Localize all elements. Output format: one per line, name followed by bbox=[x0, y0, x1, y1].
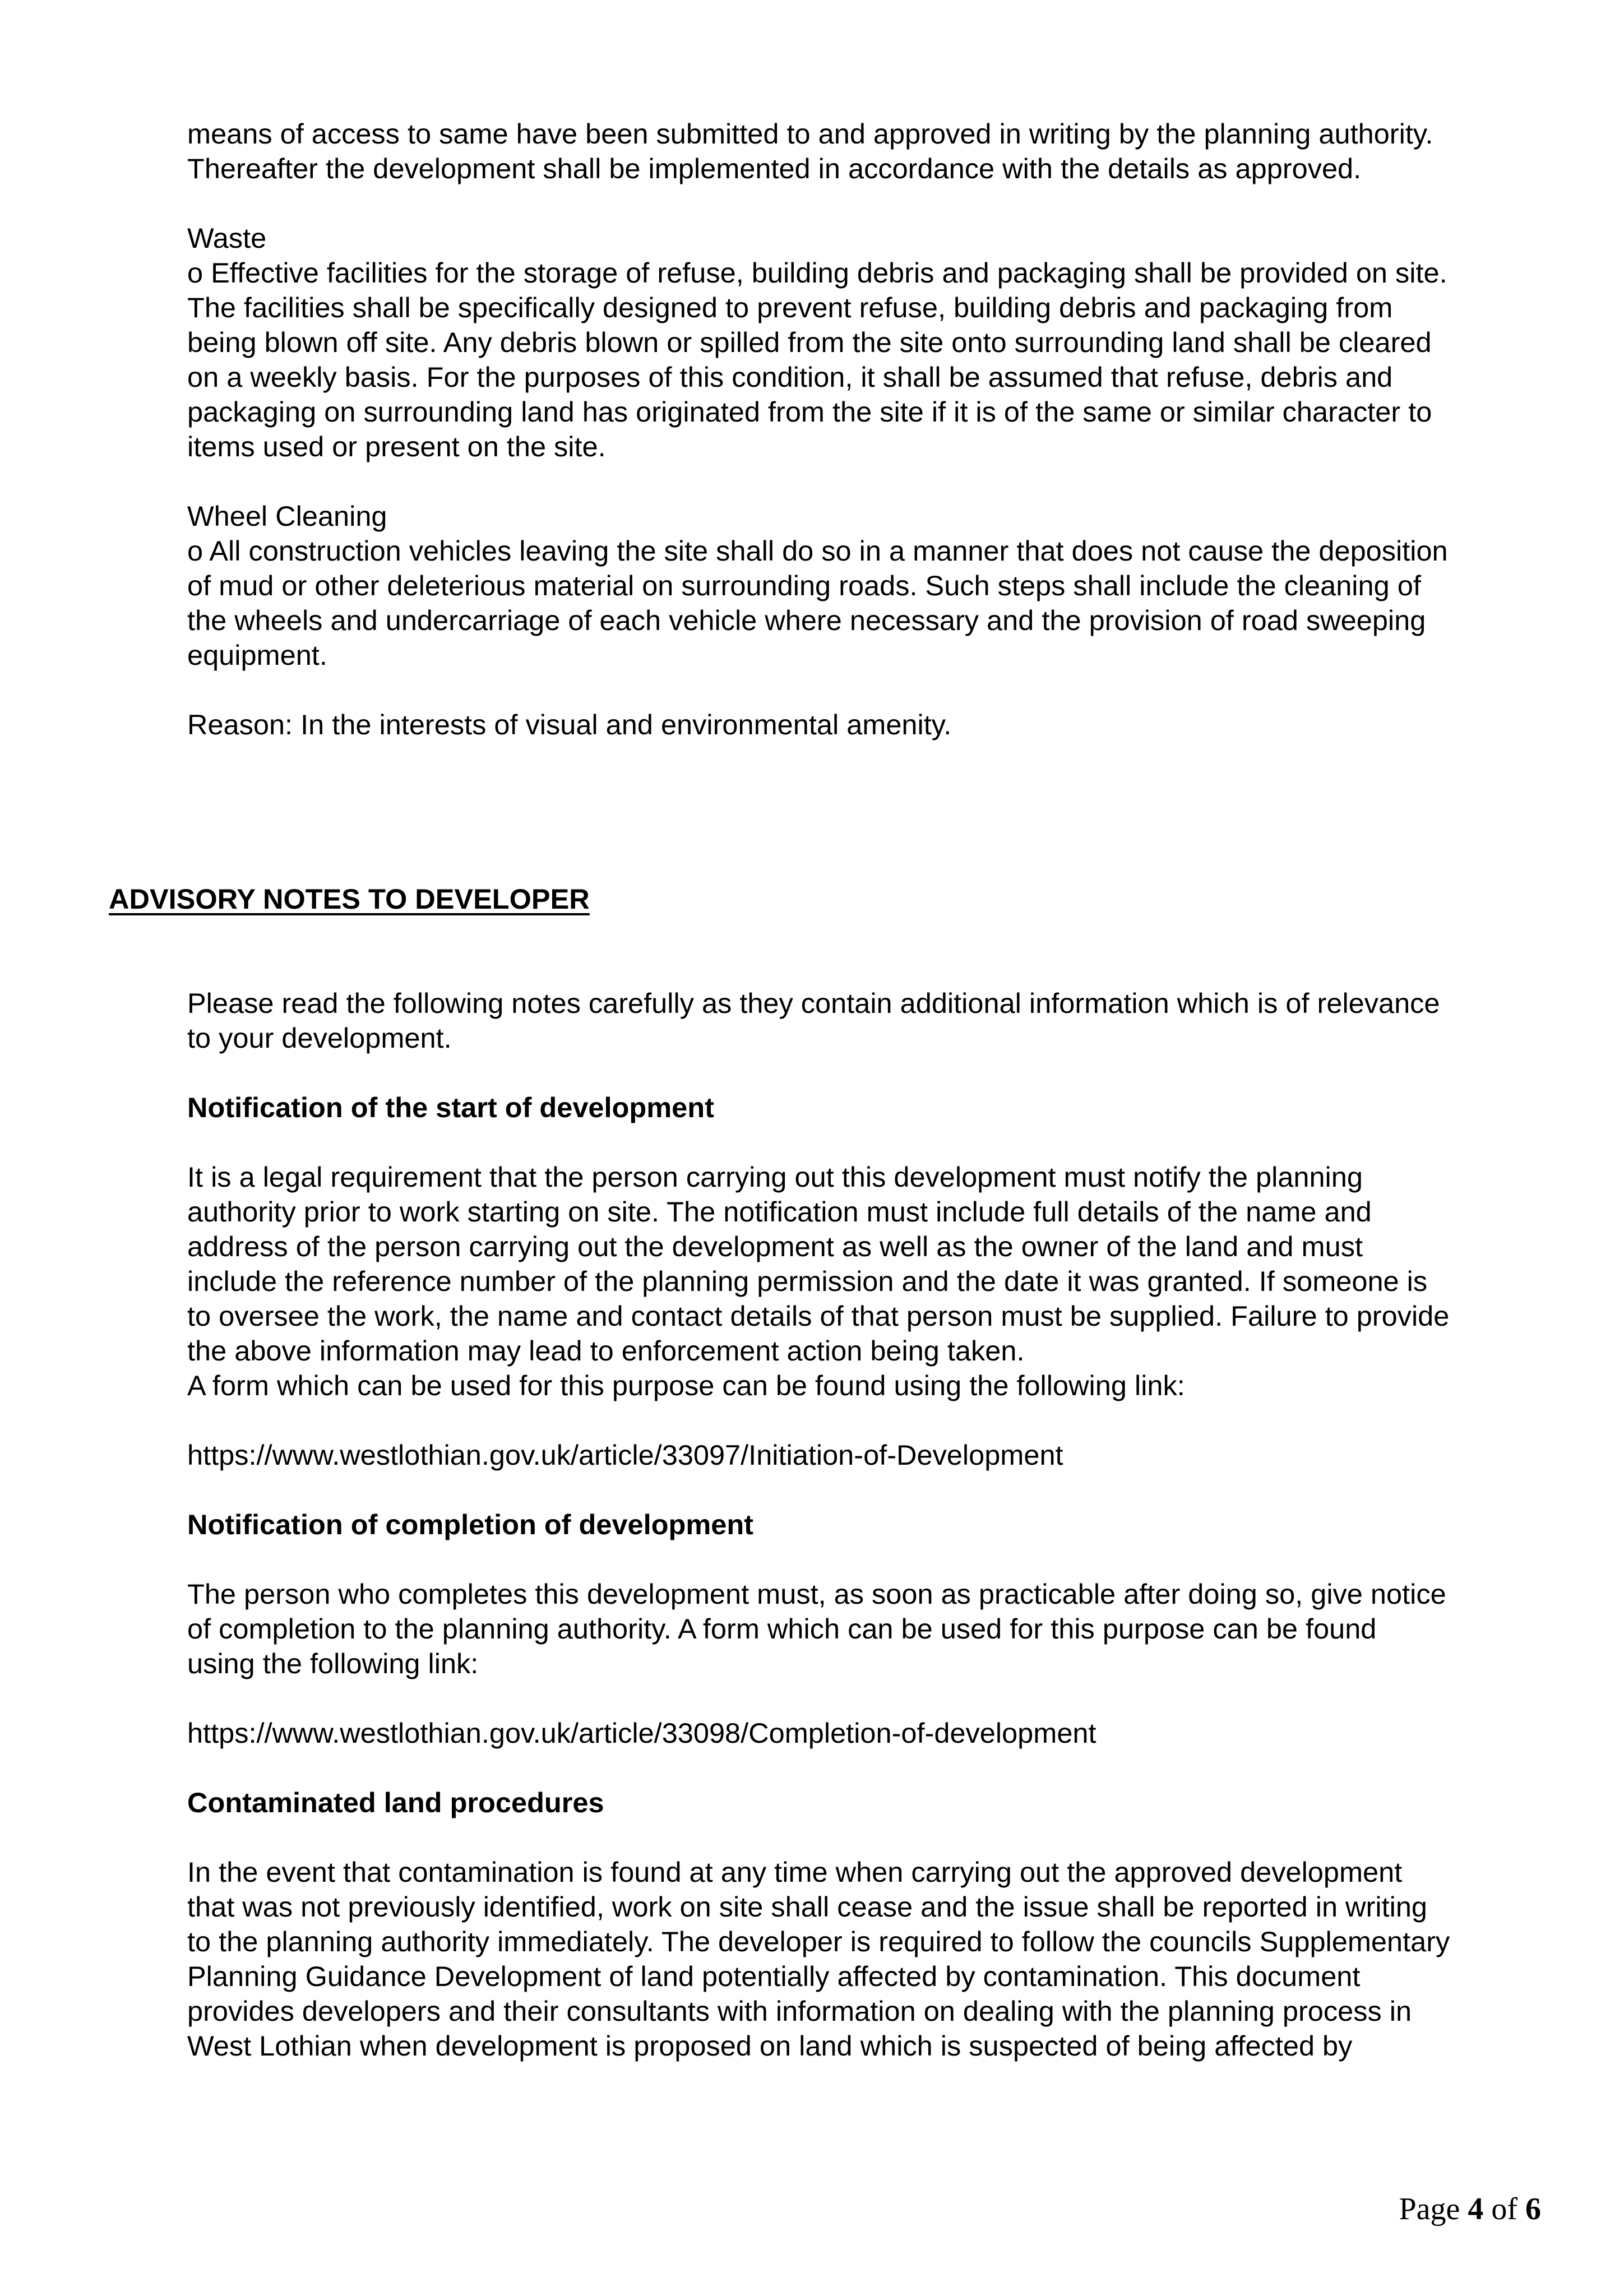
start-link-text[interactable]: https://www.westlothian.gov.uk/article/33097/Initiation-of-Development bbox=[187, 1439, 1063, 1471]
start-heading-text: Notification of the start of development bbox=[187, 1091, 714, 1123]
intro-line: means of access to same have been submitted to and approved in writing by the planning authority. bbox=[187, 118, 1433, 150]
contaminated-line: that was not previously identified, work on site shall cease and the issue shall be reported in writing bbox=[187, 1891, 1427, 1923]
advisory-intro-line: Please read the following notes carefully as they contain additional information which is of relevance bbox=[187, 987, 1440, 1019]
start-line: It is a legal requirement that the person carrying out this development must notify the planning bbox=[187, 1161, 1363, 1193]
contaminated-heading bbox=[187, 1785, 1555, 1820]
contaminated-line: West Lothian when development is proposed on land which is suspected of being affected by bbox=[187, 2030, 1353, 2062]
waste-line: The facilities shall be specifically designed to prevent refuse, building debris and packaging from bbox=[187, 291, 1393, 323]
start-form-line: A form which can be used for this purpose can be found using the following link: bbox=[187, 1369, 1185, 1401]
completion-paragraph bbox=[187, 1577, 1555, 1681]
start-line: address of the person carrying out the development as well as the owner of the land and must bbox=[187, 1230, 1363, 1262]
contaminated-line: In the event that contamination is found at any time when carrying out the approved development bbox=[187, 1856, 1403, 1888]
waste-title: Waste bbox=[187, 222, 267, 254]
page-number bbox=[1399, 2191, 1541, 2228]
contaminated-line: provides developers and their consultants with information on dealing with the planning process in bbox=[187, 1995, 1412, 2027]
page-word: Page bbox=[1399, 2192, 1460, 2226]
waste-line: o Effective facilities for the storage of refuse, building debris and packaging shall be provided on site. bbox=[187, 257, 1447, 289]
completion-link[interactable] bbox=[187, 1716, 1555, 1751]
start-line: the above information may lead to enforcement action being taken. bbox=[187, 1335, 1025, 1367]
wheel-cleaning-line: of mud or other deleterious material on surrounding roads. Such steps shall include the cleaning of bbox=[187, 570, 1421, 601]
advisory-intro-line: to your development. bbox=[187, 1022, 452, 1054]
completion-line: using the following link: bbox=[187, 1647, 479, 1679]
wheel-cleaning-section bbox=[187, 499, 1555, 673]
of-word: of bbox=[1491, 2192, 1517, 2226]
contaminated-line: Planning Guidance Development of land potentially affected by contamination. This document bbox=[187, 1960, 1361, 1992]
waste-line: packaging on surrounding land has originated from the site if it is of the same or similar character to bbox=[187, 396, 1432, 428]
wheel-cleaning-line: the wheels and undercarriage of each vehicle where necessary and the provision of road sweeping bbox=[187, 604, 1426, 636]
wheel-cleaning-line: equipment. bbox=[187, 639, 327, 671]
reason-text: Reason: In the interests of visual and environmental amenity. bbox=[187, 709, 952, 740]
contaminated-paragraph bbox=[187, 1855, 1555, 2063]
start-form-text bbox=[187, 1368, 1555, 1403]
completion-heading bbox=[187, 1507, 1555, 1542]
wheel-cleaning-line: o All construction vehicles leaving the site shall do so in a manner that does not cause the deposition bbox=[187, 535, 1448, 567]
start-line: to oversee the work, the name and contact details of that person must be supplied. Failure to provide bbox=[187, 1300, 1450, 1332]
start-link[interactable] bbox=[187, 1438, 1555, 1473]
total-pages: 6 bbox=[1525, 2192, 1541, 2226]
intro-line: Thereafter the development shall be implemented in accordance with the details as approved. bbox=[187, 152, 1362, 184]
reason-paragraph bbox=[187, 707, 1555, 742]
completion-line: The person who completes this development must, as soon as practicable after doing so, give notice bbox=[187, 1578, 1446, 1610]
intro-paragraph bbox=[187, 117, 1555, 186]
completion-heading-text: Notification of completion of development bbox=[187, 1508, 753, 1540]
start-paragraph bbox=[187, 1160, 1555, 1368]
advisory-heading: ADVISORY NOTES TO DEVELOPER bbox=[109, 883, 590, 915]
current-page: 4 bbox=[1468, 2192, 1484, 2226]
contaminated-line: to the planning authority immediately. The developer is required to follow the councils Supplementary bbox=[187, 1925, 1450, 1957]
wheel-cleaning-title: Wheel Cleaning bbox=[187, 500, 387, 532]
waste-line: on a weekly basis. For the purposes of this condition, it shall be assumed that refuse, debris and bbox=[187, 361, 1393, 393]
waste-line: items used or present on the site. bbox=[187, 430, 606, 462]
contaminated-heading-text: Contaminated land procedures bbox=[187, 1786, 604, 1818]
waste-line: being blown off site. Any debris blown or spilled from the site onto surrounding land shall be cleared bbox=[187, 326, 1432, 358]
completion-link-text[interactable]: https://www.westlothian.gov.uk/article/33098/Completion-of-development bbox=[187, 1717, 1096, 1749]
advisory-intro bbox=[187, 986, 1555, 1056]
start-line: authority prior to work starting on site. The notification must include full details of the name and bbox=[187, 1196, 1372, 1228]
waste-section bbox=[187, 221, 1555, 464]
start-line: include the reference number of the planning permission and the date it was granted. If someone is bbox=[187, 1265, 1428, 1297]
start-heading bbox=[187, 1090, 1555, 1125]
completion-line: of completion to the planning authority. A form which can be used for this purpose can be found bbox=[187, 1613, 1377, 1645]
